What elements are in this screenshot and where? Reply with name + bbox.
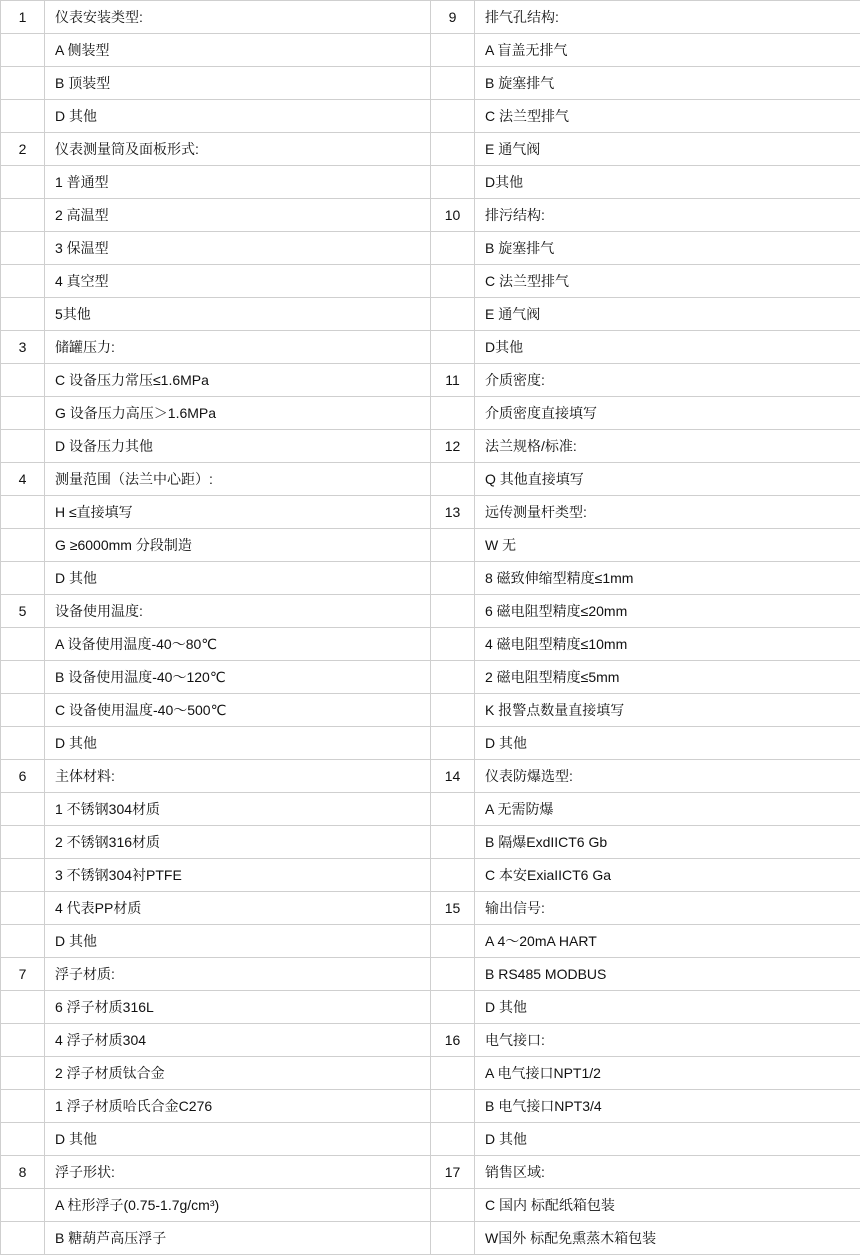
left-code-number (1, 892, 45, 925)
right-code-number: 16 (431, 1024, 475, 1057)
right-option-text: D其他 (475, 331, 860, 364)
right-option-text: C 法兰型排气 (475, 265, 860, 298)
left-option-text: 储罐压力: (45, 331, 431, 364)
left-code-number: 4 (1, 463, 45, 496)
table-row (1, 694, 860, 727)
left-option-text: 3 保温型 (45, 232, 431, 265)
left-code-number (1, 430, 45, 463)
left-option-text: H ≤直接填写 (45, 496, 431, 529)
right-code-number (431, 34, 475, 67)
table-row (1, 34, 860, 67)
right-code-number (431, 694, 475, 727)
table-row (1, 331, 860, 364)
table-row (1, 463, 860, 496)
table-row (1, 1024, 860, 1057)
right-code-number (431, 397, 475, 430)
left-option-text: 浮子材质: (45, 958, 431, 991)
right-code-number (431, 727, 475, 760)
left-option-text: 2 高温型 (45, 199, 431, 232)
left-option-text: 2 不锈钢316材质 (45, 826, 431, 859)
right-code-number: 10 (431, 199, 475, 232)
table-row (1, 430, 860, 463)
left-code-number (1, 232, 45, 265)
right-code-number (431, 100, 475, 133)
table-row (1, 496, 860, 529)
table-row (1, 199, 860, 232)
right-option-text: W 无 (475, 529, 860, 562)
table-row (1, 958, 860, 991)
table-row (1, 166, 860, 199)
left-option-text: 4 代表PP材质 (45, 892, 431, 925)
right-code-number (431, 958, 475, 991)
right-option-text: 远传测量杆类型: (475, 496, 860, 529)
right-option-text: 仪表防爆选型: (475, 760, 860, 793)
table-row (1, 1057, 860, 1090)
left-option-text: D 其他 (45, 100, 431, 133)
right-option-text: 6 磁电阻型精度≤20mm (475, 595, 860, 628)
right-code-number: 17 (431, 1156, 475, 1189)
right-option-text: A 盲盖无排气 (475, 34, 860, 67)
right-code-number (431, 562, 475, 595)
table-row (1, 1156, 860, 1189)
table-row (1, 661, 860, 694)
table-row (1, 1090, 860, 1123)
right-code-number (431, 166, 475, 199)
left-code-number: 6 (1, 760, 45, 793)
right-option-text: 输出信号: (475, 892, 860, 925)
right-code-number (431, 661, 475, 694)
table-row (1, 892, 860, 925)
left-code-number: 5 (1, 595, 45, 628)
left-code-number (1, 529, 45, 562)
left-option-text: D 其他 (45, 1123, 431, 1156)
right-code-number (431, 1057, 475, 1090)
table-row (1, 232, 860, 265)
left-option-text: D 设备压力其他 (45, 430, 431, 463)
right-option-text: D 其他 (475, 1123, 860, 1156)
left-option-text: 浮子形状: (45, 1156, 431, 1189)
left-option-text: B 顶装型 (45, 67, 431, 100)
right-code-number (431, 1222, 475, 1255)
right-option-text: B 旋塞排气 (475, 232, 860, 265)
table-row (1, 859, 860, 892)
table-row (1, 100, 860, 133)
right-option-text: 排污结构: (475, 199, 860, 232)
right-option-text: C 国内 标配纸箱包装 (475, 1189, 860, 1222)
right-option-text: 法兰规格/标准: (475, 430, 860, 463)
table-row (1, 133, 860, 166)
left-code-number (1, 199, 45, 232)
left-code-number (1, 628, 45, 661)
left-code-number (1, 826, 45, 859)
left-code-number (1, 397, 45, 430)
left-code-number: 1 (1, 1, 45, 34)
table-row (1, 1222, 860, 1255)
left-option-text: 4 浮子材质304 (45, 1024, 431, 1057)
left-code-number (1, 34, 45, 67)
right-code-number: 15 (431, 892, 475, 925)
left-option-text: A 柱形浮子(0.75-1.7g/cm³) (45, 1189, 431, 1222)
right-code-number (431, 925, 475, 958)
left-option-text: 1 普通型 (45, 166, 431, 199)
right-code-number: 9 (431, 1, 475, 34)
right-code-number (431, 298, 475, 331)
left-code-number (1, 1024, 45, 1057)
table-row (1, 364, 860, 397)
left-option-text: C 设备使用温度-40～500℃ (45, 694, 431, 727)
left-option-text: 2 浮子材质钛合金 (45, 1057, 431, 1090)
table-row (1, 727, 860, 760)
table-row (1, 1, 860, 34)
right-option-text: 介质密度: (475, 364, 860, 397)
right-code-number (431, 232, 475, 265)
left-code-number: 3 (1, 331, 45, 364)
right-code-number: 12 (431, 430, 475, 463)
right-option-text: 2 磁电阻型精度≤5mm (475, 661, 860, 694)
left-code-number (1, 661, 45, 694)
right-code-number (431, 529, 475, 562)
left-option-text: 6 浮子材质316L (45, 991, 431, 1024)
right-option-text: B 隔爆ExdIICT6 Gb (475, 826, 860, 859)
left-code-number (1, 859, 45, 892)
left-code-number (1, 364, 45, 397)
spec-table-body (1, 1, 860, 1255)
left-code-number (1, 793, 45, 826)
table-row (1, 298, 860, 331)
left-code-number (1, 100, 45, 133)
left-code-number (1, 694, 45, 727)
right-option-text: D 其他 (475, 727, 860, 760)
right-code-number (431, 463, 475, 496)
right-code-number (431, 628, 475, 661)
right-code-number (431, 265, 475, 298)
right-code-number: 14 (431, 760, 475, 793)
left-option-text: 主体材料: (45, 760, 431, 793)
table-row (1, 397, 860, 430)
right-option-text: 8 磁致伸缩型精度≤1mm (475, 562, 860, 595)
right-code-number (431, 331, 475, 364)
right-option-text: C 本安ExiaIICT6 Ga (475, 859, 860, 892)
right-option-text: D其他 (475, 166, 860, 199)
table-row (1, 760, 860, 793)
left-option-text: 1 浮子材质哈氏合金C276 (45, 1090, 431, 1123)
table-row (1, 595, 860, 628)
left-option-text: 3 不锈钢304衬PTFE (45, 859, 431, 892)
left-code-number (1, 298, 45, 331)
left-option-text: A 侧装型 (45, 34, 431, 67)
left-code-number (1, 1057, 45, 1090)
right-option-text: B RS485 MODBUS (475, 958, 860, 991)
table-row (1, 925, 860, 958)
left-code-number (1, 1222, 45, 1255)
table-row (1, 1123, 860, 1156)
table-row (1, 793, 860, 826)
left-code-number (1, 67, 45, 100)
table-row (1, 1189, 860, 1222)
right-option-text: D 其他 (475, 991, 860, 1024)
left-option-text: G ≥6000mm 分段制造 (45, 529, 431, 562)
right-option-text: A 电气接口NPT1/2 (475, 1057, 860, 1090)
table-row (1, 265, 860, 298)
right-option-text: B 电气接口NPT3/4 (475, 1090, 860, 1123)
right-option-text: C 法兰型排气 (475, 100, 860, 133)
left-code-number: 2 (1, 133, 45, 166)
right-code-number: 11 (431, 364, 475, 397)
right-option-text: 介质密度直接填写 (475, 397, 860, 430)
left-option-text: B 设备使用温度-40～120℃ (45, 661, 431, 694)
left-option-text: G 设备压力高压＞1.6MPa (45, 397, 431, 430)
table-row (1, 826, 860, 859)
right-option-text: Q 其他直接填写 (475, 463, 860, 496)
right-option-text: 4 磁电阻型精度≤10mm (475, 628, 860, 661)
right-option-text: A 4～20mA HART (475, 925, 860, 958)
right-code-number (431, 67, 475, 100)
right-option-text: A 无需防爆 (475, 793, 860, 826)
left-code-number (1, 925, 45, 958)
table-row (1, 991, 860, 1024)
left-option-text: 测量范围（法兰中心距）: (45, 463, 431, 496)
left-code-number (1, 1123, 45, 1156)
left-option-text: D 其他 (45, 562, 431, 595)
right-option-text: 销售区域: (475, 1156, 860, 1189)
right-option-text: E 通气阀 (475, 133, 860, 166)
right-option-text: 电气接口: (475, 1024, 860, 1057)
left-code-number (1, 1189, 45, 1222)
right-code-number (431, 859, 475, 892)
left-option-text: B 糖葫芦高压浮子 (45, 1222, 431, 1255)
left-option-text: 4 真空型 (45, 265, 431, 298)
table-row (1, 529, 860, 562)
right-option-text: K 报警点数量直接填写 (475, 694, 860, 727)
right-code-number (431, 826, 475, 859)
left-option-text: 仪表安装类型: (45, 1, 431, 34)
right-code-number (431, 1189, 475, 1222)
left-option-text: 仪表测量筒及面板形式: (45, 133, 431, 166)
right-code-number (431, 1090, 475, 1123)
left-code-number: 8 (1, 1156, 45, 1189)
left-code-number (1, 562, 45, 595)
table-row (1, 562, 860, 595)
left-option-text: A 设备使用温度-40～80℃ (45, 628, 431, 661)
left-option-text: 1 不锈钢304材质 (45, 793, 431, 826)
right-code-number (431, 991, 475, 1024)
left-option-text: 设备使用温度: (45, 595, 431, 628)
left-code-number (1, 727, 45, 760)
left-code-number (1, 265, 45, 298)
right-option-text: 排气孔结构: (475, 1, 860, 34)
left-code-number: 7 (1, 958, 45, 991)
right-option-text: B 旋塞排气 (475, 67, 860, 100)
left-option-text: D 其他 (45, 727, 431, 760)
table-row (1, 628, 860, 661)
left-code-number (1, 991, 45, 1024)
right-option-text: E 通气阀 (475, 298, 860, 331)
right-code-number (431, 595, 475, 628)
right-code-number (431, 133, 475, 166)
right-code-number (431, 1123, 475, 1156)
right-code-number (431, 793, 475, 826)
left-code-number (1, 1090, 45, 1123)
left-option-text: D 其他 (45, 925, 431, 958)
left-code-number (1, 166, 45, 199)
left-code-number (1, 496, 45, 529)
left-option-text: C 设备压力常压≤1.6MPa (45, 364, 431, 397)
right-code-number: 13 (431, 496, 475, 529)
left-option-text: 5其他 (45, 298, 431, 331)
table-row (1, 67, 860, 100)
right-option-text: W国外 标配免熏蒸木箱包装 (475, 1222, 860, 1255)
